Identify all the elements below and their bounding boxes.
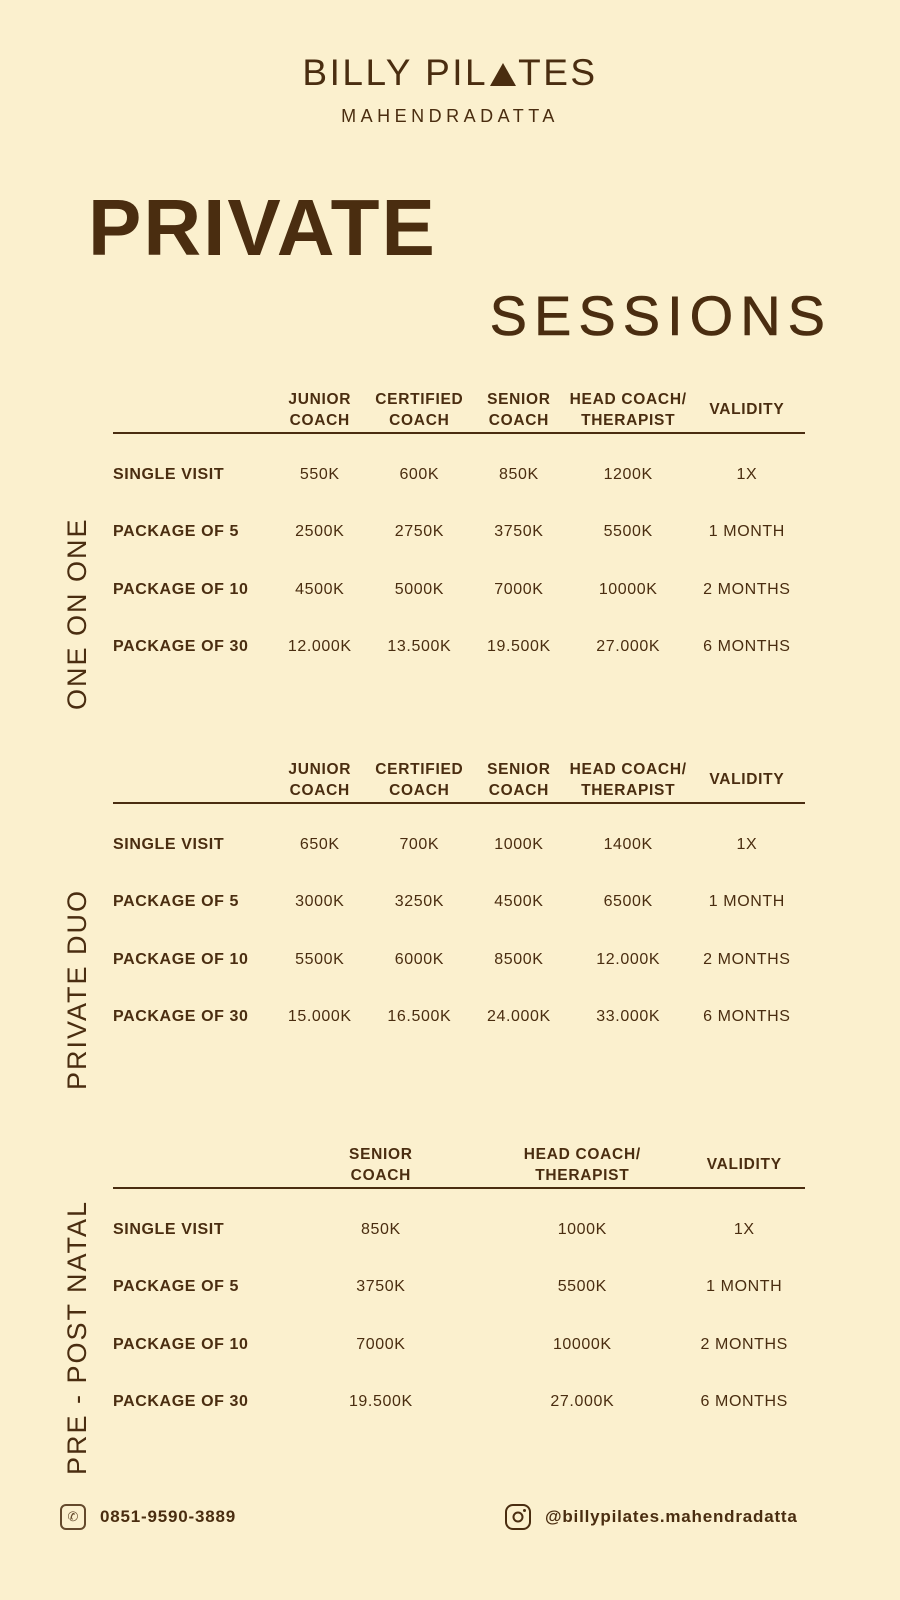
column-header-certified-coach: CERTIFIED COACH xyxy=(375,391,464,429)
column-header-junior-coach: JUNIOR COACH xyxy=(288,391,352,429)
table-header-row xyxy=(113,760,805,802)
column-header-senior-coach: SENIOR COACH xyxy=(487,391,551,429)
cell-certified: 16.500K xyxy=(387,1008,452,1026)
table-row xyxy=(113,1258,805,1316)
cell-validity: 6 MONTHS xyxy=(703,638,791,656)
footer-instagram[interactable] xyxy=(505,1504,798,1530)
column-header-blank xyxy=(113,760,271,802)
cell-certified: 13.500K xyxy=(387,638,452,656)
cell-head-coach: 12.000K xyxy=(596,950,661,968)
cell-certified: 6000K xyxy=(394,950,444,968)
cell-head-coach: 6500K xyxy=(603,893,653,911)
table-header-row xyxy=(113,390,805,432)
column-header-head-coach: HEAD COACH/ THERAPIST xyxy=(523,1146,641,1184)
table-row xyxy=(113,503,805,561)
footer xyxy=(0,1504,900,1544)
table-row xyxy=(113,873,805,931)
whatsapp-icon: ✆ xyxy=(60,1504,86,1530)
cell-certified: 3250K xyxy=(394,893,444,911)
cell-senior: 850K xyxy=(499,465,539,483)
table-row xyxy=(113,1373,805,1431)
cell-head-coach: 1400K xyxy=(603,835,653,853)
cell-junior: 15.000K xyxy=(287,1008,352,1026)
column-header-validity: VALIDITY xyxy=(709,771,785,789)
cell-validity: 1 MONTH xyxy=(708,893,785,911)
column-header-junior-coach: JUNIOR COACH xyxy=(288,761,352,799)
table-row xyxy=(113,618,805,676)
pricing-table-private-duo xyxy=(113,760,805,1046)
cell-head-coach: 27.000K xyxy=(596,638,661,656)
cell-junior: 4500K xyxy=(295,580,345,598)
cell-validity: 6 MONTHS xyxy=(703,1008,791,1026)
section-label-private-duo: PRIVATE DUO xyxy=(62,888,92,1090)
triangle-logo-icon xyxy=(490,63,516,86)
page-subtitle: SESSIONS xyxy=(489,284,832,347)
column-header-head-coach: HEAD COACH/ THERAPIST xyxy=(569,391,687,429)
cell-validity: 1X xyxy=(733,1220,755,1238)
cell-head-coach: 5500K xyxy=(557,1278,607,1296)
cell-certified: 600K xyxy=(399,465,440,483)
column-header-validity: VALIDITY xyxy=(706,1156,782,1174)
brand-name xyxy=(302,52,597,94)
table-row xyxy=(113,561,805,619)
cell-certified: 2750K xyxy=(394,523,444,541)
row-label: PACKAGE OF 5 xyxy=(113,523,240,541)
row-label: PACKAGE OF 5 xyxy=(113,893,240,911)
cell-validity: 6 MONTHS xyxy=(700,1393,788,1411)
table-row xyxy=(113,1316,805,1374)
cell-junior: 650K xyxy=(299,835,340,853)
cell-junior: 3000K xyxy=(295,893,345,911)
brand-name-part2: TES xyxy=(518,52,598,93)
table-row xyxy=(113,433,805,504)
table-header-row xyxy=(113,1145,805,1187)
cell-certified: 700K xyxy=(399,835,440,853)
cell-validity: 1X xyxy=(736,465,758,483)
cell-junior: 550K xyxy=(299,465,340,483)
row-label: PACKAGE OF 10 xyxy=(113,1335,249,1353)
cell-head-coach: 27.000K xyxy=(550,1393,615,1411)
cell-senior: 1000K xyxy=(494,835,544,853)
brand-header xyxy=(0,52,900,127)
cell-senior: 850K xyxy=(360,1220,401,1238)
cell-senior: 4500K xyxy=(494,893,544,911)
section-label-pre-post-natal: PRE - POST NATAL xyxy=(62,1199,92,1475)
cell-head-coach: 5500K xyxy=(603,523,653,541)
cell-validity: 2 MONTHS xyxy=(703,580,791,598)
cell-senior: 7000K xyxy=(356,1335,406,1353)
cell-head-coach: 1000K xyxy=(557,1220,607,1238)
phone-number: 0851-9590-3889 xyxy=(100,1507,236,1526)
cell-senior: 19.500K xyxy=(348,1393,413,1411)
column-header-senior-coach: SENIOR COACH xyxy=(349,1146,413,1184)
table-row xyxy=(113,803,805,874)
row-label: PACKAGE OF 30 xyxy=(113,638,249,656)
brand-location: MAHENDRADATTA xyxy=(341,106,559,126)
pricing-table-one-on-one xyxy=(113,390,805,676)
column-header-blank xyxy=(113,1145,281,1187)
cell-senior: 7000K xyxy=(494,580,544,598)
cell-validity: 2 MONTHS xyxy=(700,1335,788,1353)
cell-head-coach: 10000K xyxy=(598,580,658,598)
cell-senior: 3750K xyxy=(356,1278,406,1296)
section-label-one-on-one: ONE ON ONE xyxy=(62,517,92,710)
cell-validity: 1 MONTH xyxy=(706,1278,783,1296)
column-header-head-coach: HEAD COACH/ THERAPIST xyxy=(569,761,687,799)
column-header-senior-coach: SENIOR COACH xyxy=(487,761,551,799)
cell-head-coach: 10000K xyxy=(552,1335,612,1353)
brand-name-part1: BILLY PIL xyxy=(302,52,489,93)
row-label: PACKAGE OF 5 xyxy=(113,1278,240,1296)
footer-phone[interactable] xyxy=(60,1504,236,1530)
cell-head-coach: 1200K xyxy=(603,465,653,483)
cell-validity: 2 MONTHS xyxy=(703,950,791,968)
cell-certified: 5000K xyxy=(394,580,444,598)
cell-junior: 12.000K xyxy=(287,638,352,656)
row-label: PACKAGE OF 30 xyxy=(113,1393,249,1411)
cell-senior: 19.500K xyxy=(486,638,551,656)
row-label: PACKAGE OF 10 xyxy=(113,950,249,968)
cell-senior: 24.000K xyxy=(486,1008,551,1026)
column-header-validity: VALIDITY xyxy=(709,401,785,419)
cell-senior: 3750K xyxy=(494,523,544,541)
pricing-table-pre-post-natal xyxy=(113,1145,805,1431)
cell-head-coach: 33.000K xyxy=(596,1008,661,1026)
instagram-handle: @billypilates.mahendradatta xyxy=(545,1507,798,1526)
table-row xyxy=(113,1188,805,1259)
cell-validity: 1 MONTH xyxy=(708,523,785,541)
row-label: SINGLE VISIT xyxy=(113,1220,225,1238)
row-label: PACKAGE OF 30 xyxy=(113,1008,249,1026)
row-label: PACKAGE OF 10 xyxy=(113,580,249,598)
cell-validity: 1X xyxy=(736,835,758,853)
cell-junior: 5500K xyxy=(295,950,345,968)
table-row xyxy=(113,988,805,1046)
row-label: SINGLE VISIT xyxy=(113,465,225,483)
column-header-certified-coach: CERTIFIED COACH xyxy=(375,761,464,799)
cell-senior: 8500K xyxy=(494,950,544,968)
row-label: SINGLE VISIT xyxy=(113,835,225,853)
instagram-icon xyxy=(505,1504,531,1530)
page-title: PRIVATE xyxy=(88,183,437,272)
table-row xyxy=(113,931,805,989)
column-header-blank xyxy=(113,390,271,432)
cell-junior: 2500K xyxy=(295,523,345,541)
